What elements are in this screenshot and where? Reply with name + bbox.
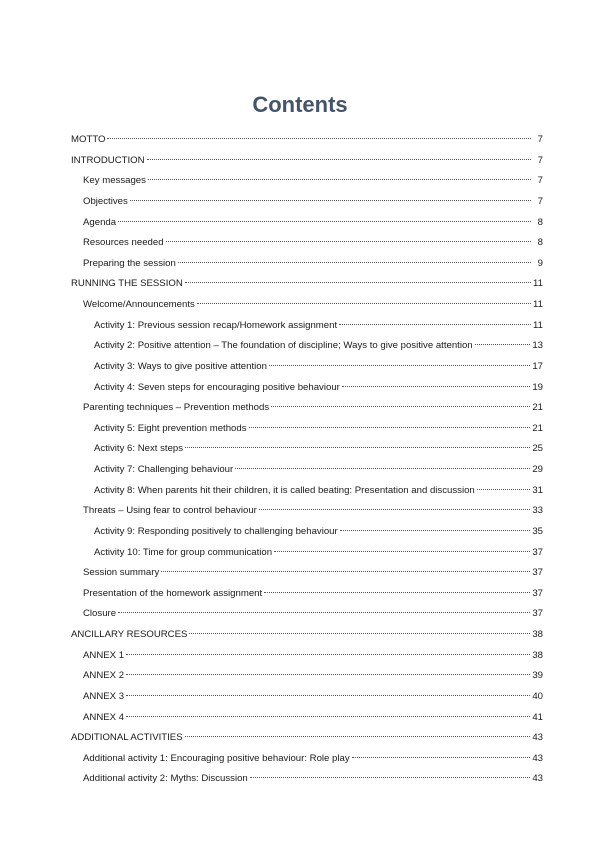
toc-dot-leader bbox=[339, 324, 531, 325]
toc-dot-leader bbox=[185, 736, 531, 737]
toc-dot-leader bbox=[147, 159, 531, 160]
toc-entry-page-number: 25 bbox=[532, 443, 543, 455]
toc-entry-label: Additional activity 1: Encouraging positive behaviour: Role play bbox=[83, 752, 350, 764]
toc-dot-leader bbox=[118, 612, 530, 613]
toc-entry-label: Session summary bbox=[83, 567, 160, 579]
toc-entry[interactable] bbox=[71, 501, 543, 522]
toc-entry[interactable] bbox=[71, 481, 543, 502]
toc-entry-page-number: 9 bbox=[537, 257, 543, 269]
toc-entry-page-number: 33 bbox=[532, 505, 543, 517]
toc-entry-label: INTRODUCTION bbox=[71, 154, 145, 166]
toc-entry[interactable] bbox=[71, 378, 543, 399]
toc-entry-label: ANNEX 2 bbox=[83, 670, 125, 682]
toc-entry-page-number: 37 bbox=[532, 546, 543, 558]
toc-entry-page-number: 39 bbox=[532, 670, 543, 682]
toc-dot-leader bbox=[259, 509, 530, 510]
toc-entry-page-number: 40 bbox=[532, 690, 543, 702]
toc-entry-page-number: 7 bbox=[537, 195, 543, 207]
toc-dot-leader bbox=[271, 406, 530, 407]
toc-dot-leader bbox=[161, 571, 530, 572]
toc-entry-page-number: 7 bbox=[537, 154, 543, 166]
toc-entry-page-number: 29 bbox=[532, 464, 543, 475]
toc-entry-page-number: 43 bbox=[532, 732, 543, 744]
toc-entry-page-number: 37 bbox=[532, 608, 543, 620]
toc-entry-label: Activity 2: Positive attention – The foundation of discipline; Ways to give positive attention bbox=[94, 340, 473, 352]
toc-dot-leader bbox=[178, 262, 531, 263]
toc-entry-page-number: 21 bbox=[532, 402, 543, 414]
toc-entry[interactable] bbox=[71, 604, 543, 625]
toc-entry-label: ANNEX 4 bbox=[83, 711, 125, 723]
toc-dot-leader bbox=[185, 282, 531, 283]
toc-entry[interactable] bbox=[71, 584, 543, 605]
toc-dot-leader bbox=[130, 200, 531, 201]
page-title: Contents bbox=[252, 92, 348, 117]
toc-entry[interactable] bbox=[71, 666, 543, 687]
table-of-contents bbox=[71, 130, 543, 790]
toc-entry-label: Activity 3: Ways to give positive attention bbox=[94, 360, 267, 372]
toc-entry-label: ANNEX 1 bbox=[83, 649, 125, 661]
toc-entry-label: Activity 1: Previous session recap/Homework assignment bbox=[94, 319, 338, 331]
toc-entry[interactable] bbox=[71, 130, 543, 151]
toc-entry-page-number: 35 bbox=[532, 525, 543, 537]
toc-dot-leader bbox=[340, 530, 531, 531]
toc-entry[interactable] bbox=[71, 563, 543, 584]
toc-dot-leader bbox=[235, 468, 530, 469]
toc-entry[interactable] bbox=[71, 254, 543, 275]
toc-entry-label: Resources needed bbox=[83, 237, 164, 249]
toc-dot-leader bbox=[250, 777, 531, 778]
toc-entry-label: Parenting techniques – Prevention methods bbox=[83, 402, 270, 414]
toc-dot-leader bbox=[352, 757, 531, 758]
toc-entry[interactable] bbox=[71, 687, 543, 708]
toc-entry-page-number: 37 bbox=[532, 587, 543, 599]
toc-entry[interactable] bbox=[71, 460, 543, 481]
toc-entry[interactable] bbox=[71, 274, 543, 295]
toc-entry-page-number: 17 bbox=[532, 360, 543, 372]
toc-dot-leader bbox=[264, 592, 530, 593]
toc-entry[interactable] bbox=[71, 192, 543, 213]
toc-entry-label: MOTTO bbox=[71, 134, 106, 145]
toc-entry[interactable] bbox=[71, 398, 543, 419]
toc-entry-label: Activity 6: Next steps bbox=[94, 443, 184, 455]
toc-entry-page-number: 43 bbox=[532, 773, 543, 785]
toc-entry-label: Preparing the session bbox=[83, 257, 176, 269]
toc-entry[interactable] bbox=[71, 151, 543, 172]
toc-entry[interactable] bbox=[71, 749, 543, 770]
toc-entry[interactable] bbox=[71, 708, 543, 729]
toc-entry[interactable] bbox=[71, 769, 543, 790]
toc-entry-label: Activity 4: Seven steps for encouraging positive behaviour bbox=[94, 381, 340, 393]
toc-entry-label: Welcome/Announcements bbox=[83, 299, 195, 310]
toc-dot-leader bbox=[126, 674, 530, 675]
toc-entry-label: Activity 7: Challenging behaviour bbox=[94, 464, 234, 475]
toc-dot-leader bbox=[477, 489, 531, 490]
toc-dot-leader bbox=[475, 344, 531, 345]
toc-entry-page-number: 11 bbox=[533, 319, 543, 331]
toc-dot-leader bbox=[197, 303, 531, 304]
toc-entry-page-number: 31 bbox=[532, 484, 543, 496]
toc-dot-leader bbox=[249, 427, 531, 428]
toc-dot-leader bbox=[342, 386, 530, 387]
toc-entry-page-number: 37 bbox=[532, 567, 543, 579]
toc-entry-page-number: 43 bbox=[532, 752, 543, 764]
toc-entry[interactable] bbox=[71, 316, 543, 337]
toc-entry-label: Agenda bbox=[83, 216, 117, 228]
toc-dot-leader bbox=[189, 633, 530, 634]
toc-dot-leader bbox=[185, 447, 530, 448]
toc-dot-leader bbox=[118, 221, 531, 222]
toc-entry[interactable] bbox=[71, 543, 543, 564]
toc-entry-page-number: 19 bbox=[532, 381, 543, 393]
toc-entry-page-number: 8 bbox=[537, 216, 543, 228]
toc-entry-label: Presentation of the homework assignment bbox=[83, 587, 263, 599]
toc-entry-label: Activity 9: Responding positively to challenging behaviour bbox=[94, 525, 338, 537]
toc-entry-label: Activity 8: When parents hit their children, it is called beating: Presentation and discussion bbox=[94, 484, 475, 496]
toc-entry-page-number: 11 bbox=[533, 299, 543, 310]
toc-entry[interactable] bbox=[71, 233, 543, 254]
toc-dot-leader bbox=[269, 365, 530, 366]
toc-entry-label: RUNNING THE SESSION bbox=[71, 278, 183, 290]
toc-entry[interactable] bbox=[71, 522, 543, 543]
toc-entry[interactable] bbox=[71, 171, 543, 192]
toc-dot-leader bbox=[126, 716, 530, 717]
toc-entry[interactable] bbox=[71, 646, 543, 667]
toc-entry[interactable] bbox=[71, 625, 543, 646]
toc-dot-leader bbox=[166, 241, 531, 242]
toc-entry[interactable] bbox=[71, 439, 543, 460]
toc-entry-label: Activity 10: Time for group communication bbox=[94, 546, 273, 558]
toc-entry-page-number: 11 bbox=[533, 278, 543, 290]
toc-entry-page-number: 13 bbox=[532, 340, 543, 352]
toc-dot-leader bbox=[126, 654, 530, 655]
toc-entry-page-number: 38 bbox=[532, 629, 543, 640]
toc-entry-page-number: 7 bbox=[537, 175, 543, 187]
toc-entry-page-number: 7 bbox=[537, 134, 543, 145]
toc-entry[interactable] bbox=[71, 213, 543, 234]
toc-dot-leader bbox=[274, 551, 530, 552]
toc-entry[interactable] bbox=[71, 336, 543, 357]
toc-dot-leader bbox=[148, 179, 531, 180]
toc-entry-page-number: 38 bbox=[532, 649, 543, 661]
toc-entry[interactable] bbox=[71, 728, 543, 749]
toc-entry-label: Key messages bbox=[83, 175, 146, 187]
toc-entry-label: Activity 5: Eight prevention methods bbox=[94, 422, 247, 434]
toc-entry-label: ADDITIONAL ACTIVITIES bbox=[71, 732, 183, 744]
toc-entry-label: ANNEX 3 bbox=[83, 690, 125, 702]
toc-entry-page-number: 41 bbox=[532, 711, 543, 723]
toc-entry[interactable] bbox=[71, 295, 543, 316]
toc-entry[interactable] bbox=[71, 419, 543, 440]
toc-entry-label: ANCILLARY RESOURCES bbox=[71, 629, 188, 640]
toc-entry-page-number: 8 bbox=[537, 237, 543, 249]
toc-dot-leader bbox=[107, 138, 531, 139]
toc-entry-label: Closure bbox=[83, 608, 117, 620]
toc-dot-leader bbox=[126, 695, 530, 696]
toc-entry-page-number: 21 bbox=[532, 422, 543, 434]
toc-entry-label: Additional activity 2: Myths: Discussion bbox=[83, 773, 248, 785]
toc-entry[interactable] bbox=[71, 357, 543, 378]
toc-entry-label: Objectives bbox=[83, 195, 128, 207]
toc-entry-label: Threats – Using fear to control behaviour bbox=[83, 505, 257, 517]
